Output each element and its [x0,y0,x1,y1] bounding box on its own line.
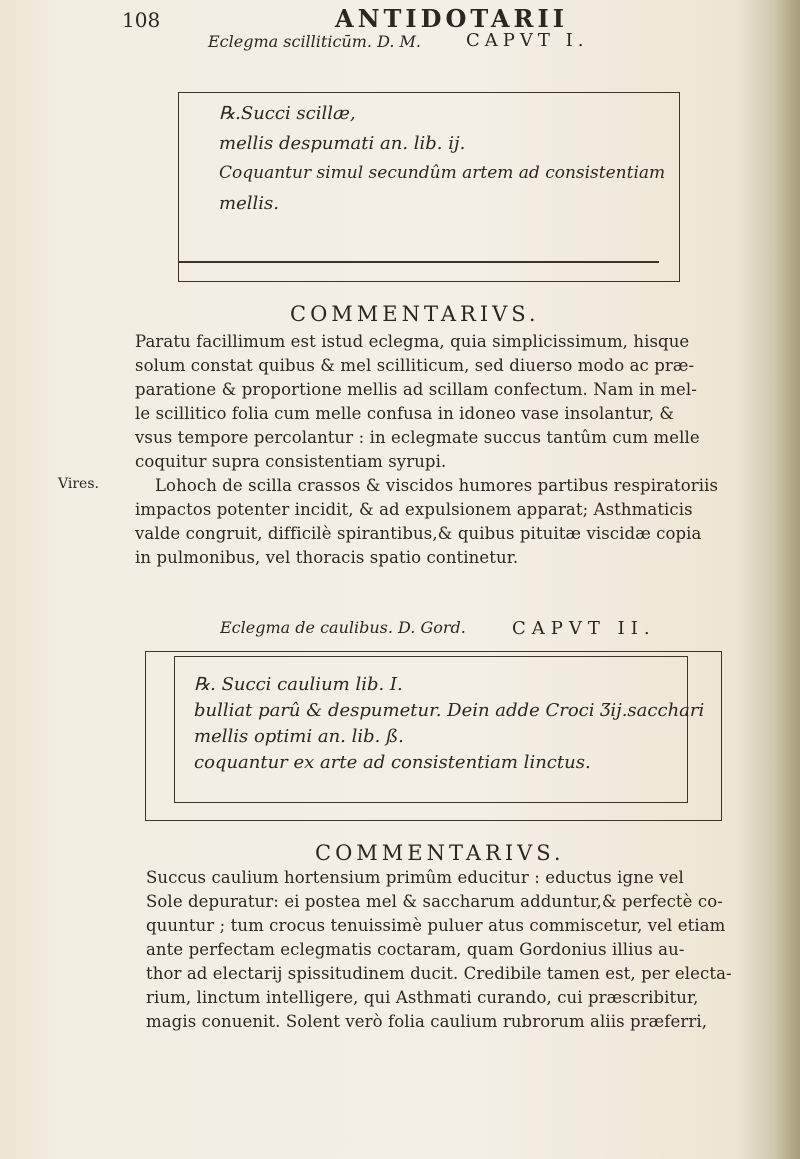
book-title: ANTIDOTARII [335,4,568,33]
body-line: valde congruit, difficilè spirantibus,& quibus pituitæ viscidæ copia [135,524,702,543]
body-line: ante perfectam eclegmatis coctaram, quam Gordonius illius au- [146,940,685,959]
commentary-heading: COMMENTARIVS. [315,841,565,865]
recipe-line: mellis. [219,193,279,214]
body-line: Sole depuratur: ei postea mel & saccharum adduntur,& perfectè co- [146,892,723,911]
recipe-line: mellis optimi an. lib. ß. [194,726,404,747]
chapter-label: CAPVT I. [466,30,589,51]
chapter-title: Eclegma de caulibus. D. Gord. [220,618,466,637]
commentary-heading: COMMENTARIVS. [290,302,540,326]
body-line: in pulmonibus, vel thoracis spatio continetur. [135,548,519,567]
body-line: rium, linctum intelligere, qui Asthmati curando, cui præscribitur, [146,988,699,1007]
recipe-line: Coquantur simul secundûm artem ad consistentiam [219,163,666,183]
recipe-box-caulium [145,651,722,821]
body-line: thor ad electarij spissitudinem ducit. Credibile tamen est, per electa- [146,964,732,983]
page-edge-shadow [774,0,800,1159]
section-subtitle: Eclegma scilliticūm. D. M. [208,32,421,51]
body-line: Succus caulium hortensium primûm educitur : eductus igne vel [146,868,684,887]
body-line: vsus tempore percolantur : in eclegmate succus tantûm cum melle [135,428,700,447]
page-number: 108 [122,8,161,32]
chapter-caput [512,618,656,639]
recipe-line: bulliat parû & despumetur. Dein adde Croci Ʒij.sacchari [194,700,705,721]
body-line: coquitur supra consistentiam syrupi. [135,452,447,471]
body-line: Lohoch de scilla crassos & viscidos humores partibus respiratoriis [155,476,719,495]
body-line: paratione & proportione mellis ad scillam confectum. Nam in mel- [135,380,697,399]
recipe-line: coquantur ex arte ad consistentiam linctus. [194,752,591,773]
recipe-line: ℞.Succi scillæ, [219,103,356,124]
body-line: solum constat quibus & mel scilliticum, sed diuerso modo ac præ- [135,356,695,375]
body-line: le scillitico folia cum melle confusa in idoneo vase insolantur, & [135,404,675,423]
body-line: Paratu facillimum est istud eclegma, quia simplicissimum, hisque [135,332,690,351]
body-line: quuntur ; tum crocus tenuissimè puluer atus commiscetur, vel etiam [146,916,726,935]
recipe-line: ℞. Succi caulium lib. I. [194,674,403,695]
recipe-box-scilla [178,92,680,282]
body-line: impactos potenter incidit, & ad expulsionem apparat; Asthmaticis [135,500,693,519]
chapter-number: CAPVT II. [512,618,656,639]
running-head [0,0,800,60]
recipe-line: mellis despumati an. lib. ij. [219,133,466,154]
body-line: magis conuenit. Solent verò folia caulium rubrorum aliis præferri, [146,1012,708,1031]
margin-note: Vires. [58,476,99,492]
chapter-heading [220,618,466,637]
